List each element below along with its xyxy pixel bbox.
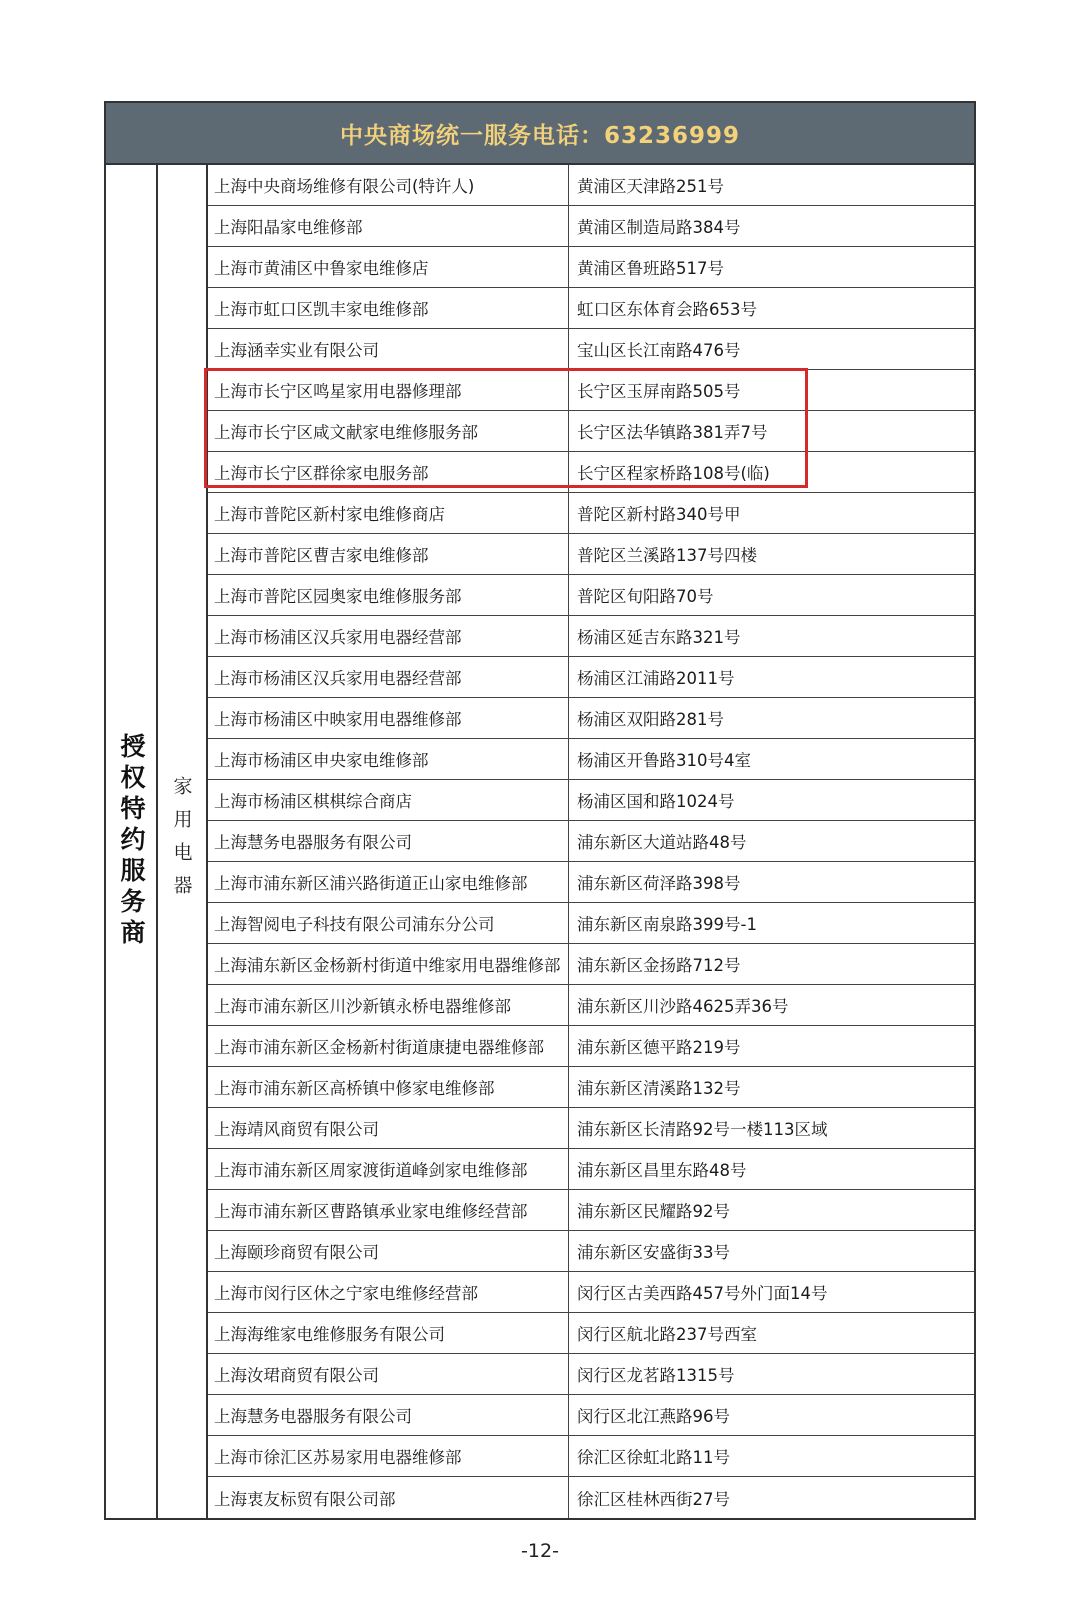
provider-address: 黄浦区鲁班路517号 (577, 259, 724, 278)
table-row (208, 493, 974, 534)
provider-name: 上海市黄浦区中鲁家电维修店 (208, 247, 569, 287)
provider-address: 浦东新区德平路219号 (577, 1038, 741, 1057)
provider-name: 上海海维家电维修服务有限公司 (208, 1313, 569, 1353)
provider-address: 徐汇区徐虹北路11号 (577, 1448, 730, 1467)
provider-address: 虹口区东体育会路653号 (577, 300, 757, 319)
provider-address: 普陀区兰溪路137号四楼 (577, 546, 757, 565)
provider-name: 上海市长宁区群徐家电服务部 (208, 452, 569, 492)
table-row (208, 1477, 974, 1518)
provider-address: 浦东新区昌里东路48号 (577, 1161, 747, 1180)
subcategory-label: 家用电器 (170, 775, 193, 908)
provider-address: 闵行区古美西路457号外门面14号 (577, 1284, 828, 1303)
provider-name: 上海慧务电器服务有限公司 (208, 821, 569, 861)
table-row (208, 1272, 974, 1313)
provider-address: 杨浦区国和路1024号 (577, 792, 735, 811)
provider-name: 上海市浦东新区周家渡街道峰剑家电维修部 (208, 1149, 569, 1189)
table-row (208, 247, 974, 288)
provider-address: 杨浦区开鲁路310号4室 (577, 751, 751, 770)
provider-name: 上海市杨浦区汉兵家用电器经营部 (208, 616, 569, 656)
provider-address: 浦东新区安盛街33号 (577, 1243, 730, 1262)
provider-address: 浦东新区金扬路712号 (577, 956, 741, 975)
provider-address: 长宁区程家桥路108号(临) (577, 464, 770, 483)
provider-name: 上海市徐汇区苏易家用电器维修部 (208, 1436, 569, 1476)
table-row (208, 411, 974, 452)
table-row (208, 1313, 974, 1354)
provider-address: 宝山区长江南路476号 (577, 341, 741, 360)
table-row (208, 165, 974, 206)
provider-address: 杨浦区延吉东路321号 (577, 628, 741, 647)
subcategory-column (158, 165, 208, 1518)
provider-name: 上海涵幸实业有限公司 (208, 329, 569, 369)
table-row (208, 452, 974, 493)
table-row (208, 288, 974, 329)
provider-name: 上海市长宁区鸣星家用电器修理部 (208, 370, 569, 410)
table-row (208, 1436, 974, 1477)
table-row (208, 1026, 974, 1067)
table-row (208, 739, 974, 780)
table-header (106, 103, 974, 165)
provider-address: 浦东新区川沙路4625弄36号 (577, 997, 789, 1016)
table-row (208, 329, 974, 370)
provider-name: 上海市长宁区咸文献家电维修服务部 (208, 411, 569, 451)
provider-address: 长宁区法华镇路381弄7号 (577, 423, 768, 442)
table-row (208, 616, 974, 657)
provider-name: 上海靖风商贸有限公司 (208, 1108, 569, 1148)
table-row (208, 1231, 974, 1272)
provider-name: 上海市杨浦区申央家电维修部 (208, 739, 569, 779)
table-row (208, 1067, 974, 1108)
provider-address: 闵行区航北路237号西室 (577, 1325, 757, 1344)
provider-name: 上海浦东新区金杨新村街道中维家用电器维修部 (208, 944, 569, 984)
table-row (208, 370, 974, 411)
provider-address: 闵行区龙茗路1315号 (577, 1366, 735, 1385)
provider-name: 上海慧务电器服务有限公司 (208, 1395, 569, 1435)
provider-name: 上海颐珍商贸有限公司 (208, 1231, 569, 1271)
provider-address: 浦东新区清溪路132号 (577, 1079, 741, 1098)
table-row (208, 1395, 974, 1436)
provider-name: 上海市普陀区新村家电维修商店 (208, 493, 569, 533)
table-row (208, 1354, 974, 1395)
table-row (208, 1190, 974, 1231)
service-provider-table (104, 101, 976, 1520)
provider-address: 浦东新区长清路92号一楼113区域 (577, 1120, 828, 1139)
provider-name: 上海市杨浦区汉兵家用电器经营部 (208, 657, 569, 697)
provider-name: 上海市浦东新区曹路镇承业家电维修经营部 (208, 1190, 569, 1230)
provider-address: 普陀区旬阳路70号 (577, 587, 714, 606)
table-row (208, 657, 974, 698)
provider-name: 上海衷友标贸有限公司部 (208, 1477, 569, 1518)
table-row (208, 1108, 974, 1149)
provider-name: 上海市虹口区凯丰家电维修部 (208, 288, 569, 328)
provider-address: 黄浦区制造局路384号 (577, 218, 741, 237)
table-row (208, 944, 974, 985)
provider-name: 上海市浦东新区高桥镇中修家电维修部 (208, 1067, 569, 1107)
provider-address: 徐汇区桂林西街27号 (577, 1489, 730, 1509)
table-row (208, 985, 974, 1026)
provider-address: 黄浦区天津路251号 (577, 177, 724, 196)
table-row (208, 821, 974, 862)
provider-name: 上海市普陀区曹吉家电维修部 (208, 534, 569, 574)
provider-name: 上海市浦东新区川沙新镇永桥电器维修部 (208, 985, 569, 1025)
page-number: -12- (521, 1540, 559, 1562)
provider-address: 浦东新区大道站路48号 (577, 833, 747, 852)
provider-address: 浦东新区荷泽路398号 (577, 874, 741, 893)
provider-address: 长宁区玉屏南路505号 (577, 382, 741, 401)
provider-name: 上海汝珺商贸有限公司 (208, 1354, 569, 1394)
table-row (208, 780, 974, 821)
provider-address: 浦东新区南泉路399号-1 (577, 915, 757, 934)
header-title: 中央商场统一服务电话：63236999 (339, 122, 741, 149)
provider-name: 上海市普陀区园奥家电维修服务部 (208, 575, 569, 615)
provider-address: 杨浦区江浦路2011号 (577, 669, 735, 688)
provider-name: 上海市杨浦区棋棋综合商店 (208, 780, 569, 820)
table-row (208, 903, 974, 944)
category-column (106, 165, 158, 1518)
table-row (208, 698, 974, 739)
provider-address: 普陀区新村路340号甲 (577, 505, 741, 524)
category-label: 授权特约服务商 (117, 733, 146, 950)
provider-name: 上海中央商场维修有限公司(特许人) (208, 165, 569, 205)
provider-name: 上海阳晶家电维修部 (208, 206, 569, 246)
provider-name: 上海市杨浦区中映家用电器维修部 (208, 698, 569, 738)
table-row (208, 534, 974, 575)
provider-address: 闵行区北江燕路96号 (577, 1407, 730, 1426)
provider-name: 上海市闵行区休之宁家电维修经营部 (208, 1272, 569, 1312)
table-row (208, 1149, 974, 1190)
table-body (106, 165, 974, 1518)
table-row (208, 575, 974, 616)
provider-name: 上海智阅电子科技有限公司浦东分公司 (208, 903, 569, 943)
provider-name: 上海市浦东新区金杨新村街道康捷电器维修部 (208, 1026, 569, 1066)
provider-list (208, 165, 974, 1518)
provider-address: 杨浦区双阳路281号 (577, 710, 724, 729)
provider-name: 上海市浦东新区浦兴路街道正山家电维修部 (208, 862, 569, 902)
table-row (208, 206, 974, 247)
provider-address: 浦东新区民耀路92号 (577, 1202, 730, 1221)
table-row (208, 862, 974, 903)
